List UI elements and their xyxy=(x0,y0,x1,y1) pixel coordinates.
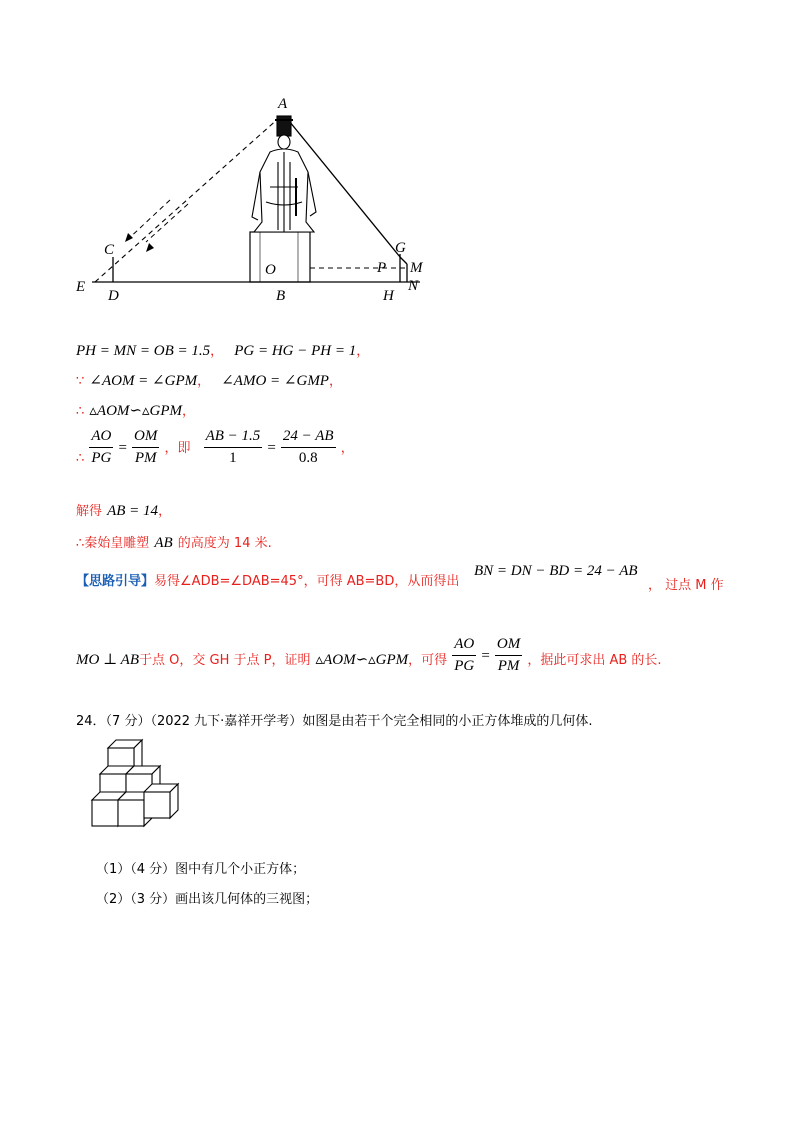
equals-sign: = xyxy=(267,440,276,456)
separator: ， xyxy=(158,504,172,519)
question-number: 24． xyxy=(76,714,106,729)
solution-line-1 xyxy=(76,340,369,360)
hint-text-3: 于点 O，交 GH 于点 P，证明 xyxy=(139,653,311,668)
similar-triangles: ▵AOM∽▵GPM xyxy=(89,403,182,419)
label-a: A xyxy=(278,96,288,112)
fraction-ao-pg: $\frac{AO}{PG}$ xyxy=(91,428,112,466)
equals-sign: = xyxy=(118,440,127,456)
eq-bn: BN = DN − BD = 24 − AB xyxy=(474,563,638,579)
fraction-om-pm: $\frac{OM}{PM}$ xyxy=(134,428,158,466)
label-o: O xyxy=(265,262,276,278)
separator: ， xyxy=(210,344,224,359)
hint-line-2 xyxy=(76,636,662,675)
statue-drawing xyxy=(252,116,316,232)
eq-pg: PG = HG − PH = 1 xyxy=(234,343,357,359)
solution-line-6 xyxy=(76,532,272,552)
label-m: M xyxy=(410,260,423,276)
therefore-symbol: ∴ xyxy=(76,404,85,419)
conclusion-text-end: 的高度为 14 米. xyxy=(177,536,272,551)
fraction-24-minus-ab: $\frac{24 - AB}{0.8}$ xyxy=(282,428,334,466)
sub-question-2: （2）（3 分）画出该几何体的三视图； xyxy=(96,892,319,907)
statue-geometry-figure xyxy=(70,92,450,307)
because-symbol: ∵ xyxy=(76,374,85,389)
eq-mo-perp-ab: MO ⊥ AB xyxy=(76,652,139,668)
label-c: C xyxy=(104,242,115,258)
hint-line-1 xyxy=(76,570,459,589)
hint-math-bn xyxy=(474,560,638,580)
cube xyxy=(144,784,178,818)
arrow-line-2 xyxy=(146,204,188,242)
separator: ， xyxy=(197,374,211,389)
hint-text-1: 易得∠ADB=∠DAB=45°，可得 AB=BD，从而得出 xyxy=(154,574,460,589)
separator: ， xyxy=(181,404,195,419)
question-source: （2022 九下·嘉祥开学考） xyxy=(150,714,303,729)
label-n: N xyxy=(408,278,419,294)
arrow-head-1 xyxy=(125,233,133,242)
ab-symbol: AB xyxy=(154,535,173,551)
cube-stack-figure xyxy=(86,736,186,830)
separator: ， xyxy=(356,344,370,359)
hint-line-1-end xyxy=(648,574,724,593)
pedestal xyxy=(250,232,310,282)
solution-line-5 xyxy=(76,500,171,520)
label-h: H xyxy=(383,288,394,304)
label-e: E xyxy=(76,279,86,295)
eq-angle-aom: ∠AOM = ∠GPM xyxy=(89,373,198,389)
label-g: G xyxy=(395,240,406,256)
dashed-line-ea xyxy=(95,117,280,282)
question-24-header xyxy=(76,710,592,729)
fraction-om-pm-hint: $\frac{OM}{PM}$ xyxy=(496,636,521,674)
segment-gm xyxy=(400,257,407,264)
label-d: D xyxy=(108,288,119,304)
separator: ， xyxy=(328,374,342,389)
fraction-ao-pg-hint: $\frac{AO}{PG}$ xyxy=(454,636,475,674)
eq-angle-amo: ∠AMO = ∠GMP xyxy=(221,373,329,389)
ji-text: ，即 xyxy=(164,441,191,456)
eq-ph-mn-ob: PH = MN = OB = 1.5 xyxy=(76,343,211,359)
solution-line-4 xyxy=(76,428,354,467)
separator: ， xyxy=(340,441,354,456)
hint-text-4: ，可得 xyxy=(408,653,448,668)
conclusion-text: ∴秦始皇雕塑 xyxy=(76,536,150,551)
solution-line-3 xyxy=(76,400,195,420)
arrow-head-2 xyxy=(146,243,154,252)
question-text: 如图是由若干个完全相同的小正方体堆成的几何体. xyxy=(302,714,593,729)
hint-tag: 【思路引导】 xyxy=(76,574,155,589)
solve-text: 解得 xyxy=(76,504,103,519)
hint-text-2: ， 过点 M 作 xyxy=(648,578,724,593)
eq-ab-14: AB = 14 xyxy=(107,503,159,519)
therefore-symbol: ∴ xyxy=(76,451,85,466)
similar-triangles-hint: ▵AOM∽▵GPM xyxy=(315,652,409,668)
equals-sign: = xyxy=(481,648,490,664)
solution-line-2 xyxy=(76,370,342,390)
label-b: B xyxy=(276,288,286,304)
label-p: P xyxy=(377,260,387,276)
question-score: （7 分） xyxy=(105,714,151,729)
hint-text-5: ，据此可求出 AB 的长. xyxy=(527,653,662,668)
fraction-ab-minus-1-5: $\frac{AB - 1.5}{1}$ xyxy=(205,428,261,466)
sub-question-1: （1）（4 分）图中有几个小正方体； xyxy=(96,862,306,877)
